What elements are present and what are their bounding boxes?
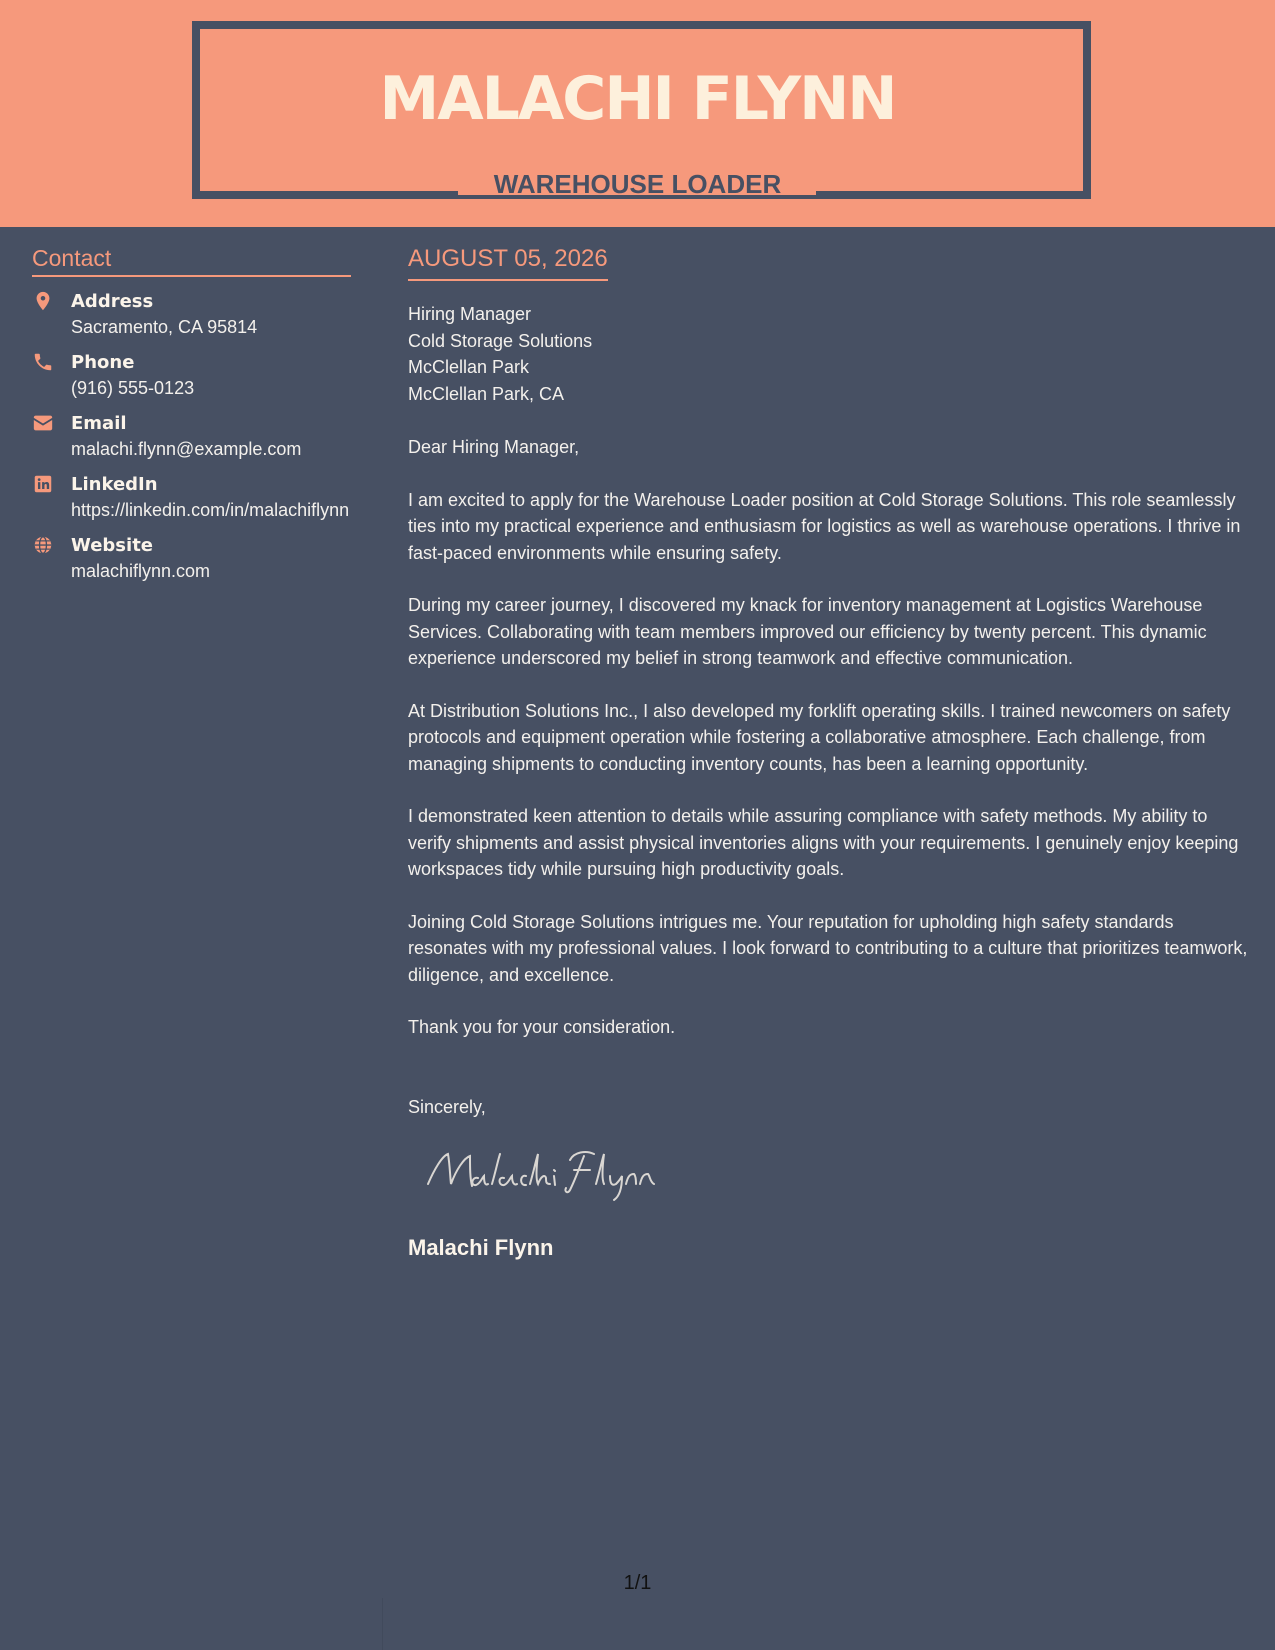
body-paragraph: I demonstrated keen attention to details while assuring compliance with safety methods. My ability to verify shipments and assist physical inventories aligns with your requirements. I genuinely enjoy keeping workspaces tidy while pursuing high productivity goals.: [408, 806, 1239, 879]
letter-body: [408, 243, 1248, 1263]
body-paragraph: Joining Cold Storage Solutions intrigues me. Your reputation for upholding high safety standards resonates with my professional values. I look forward to contributing to a culture that prioritizes teamwork, diligence, and excellence.: [408, 911, 1248, 985]
body-paragraph: During my career journey, I discovered my knack for inventory management at Logistics Warehouse Services. Collaborating with team members improved our efficiency by twenty percent. This dynamic experience underscored my belief in strong teamwork and effective communication.: [408, 595, 1207, 668]
contact-value: https://linkedin.com/in/malachiflynn: [71, 500, 350, 520]
candidate-name: MALACHI FLYNN: [379, 64, 896, 134]
contact-sidebar: [32, 243, 351, 594]
signer-name: Malachi Flynn: [408, 1235, 554, 1260]
globe-icon: [32, 534, 54, 556]
contact-item-email: [32, 411, 351, 461]
contact-label: Address: [71, 291, 154, 312]
contact-item-address: [32, 289, 351, 339]
body-paragraph: Thank you for your consideration.: [408, 1017, 676, 1037]
header-banner: [0, 0, 1275, 227]
page-divider: [382, 1598, 383, 1650]
handwritten-signature: [424, 1140, 664, 1204]
recipient-line: Cold Storage Solutions: [408, 330, 593, 351]
page-number: 1/1: [623, 1572, 652, 1594]
contact-label: Email: [71, 413, 127, 434]
recipient-line: McClellan Park, CA: [408, 383, 565, 404]
phone-icon: [32, 351, 54, 373]
contact-item-phone: [32, 350, 351, 400]
contact-label: LinkedIn: [71, 474, 158, 495]
body-paragraph: I am excited to apply for the Warehouse Loader position at Cold Storage Solutions. This role seamlessly ties into my practical experience and enthusiasm for logistics as well as warehouse operations. I thrive in fast-paced environments while ensuring safety.: [408, 489, 1241, 563]
contact-item-linkedin: [32, 472, 351, 522]
map-pin-icon: [32, 290, 54, 312]
closing: Sincerely,: [408, 1096, 486, 1117]
linkedin-icon: [32, 473, 54, 495]
contact-label: Phone: [71, 352, 135, 373]
salutation: Dear Hiring Manager,: [408, 437, 580, 457]
recipient-line: Hiring Manager: [408, 304, 532, 324]
contact-value: malachi.flynn@example.com: [71, 439, 302, 459]
contact-value: malachiflynn.com: [71, 561, 211, 581]
contact-heading: Contact: [32, 243, 351, 277]
letter-date: AUGUST 05, 2026: [408, 243, 608, 281]
contact-value: (916) 555-0123: [71, 378, 195, 398]
contact-value: Sacramento, CA 95814: [71, 317, 258, 337]
envelope-icon: [32, 412, 54, 434]
recipient-line: McClellan Park: [408, 357, 530, 377]
recipient-block: [408, 301, 1248, 407]
body-paragraph: At Distribution Solutions Inc., I also developed my forklift operating skills. I trained newcomers on safety protocols and equipment operation while fostering a collaborative atmosphere. Each challenge, from managing shipments to conducting inventory counts, has been a learning opportunity.: [408, 700, 1231, 774]
contact-list: [32, 289, 351, 583]
contact-item-website: [32, 533, 351, 583]
contact-label: Website: [71, 535, 154, 556]
job-title: WAREHOUSE LOADER: [493, 169, 782, 199]
